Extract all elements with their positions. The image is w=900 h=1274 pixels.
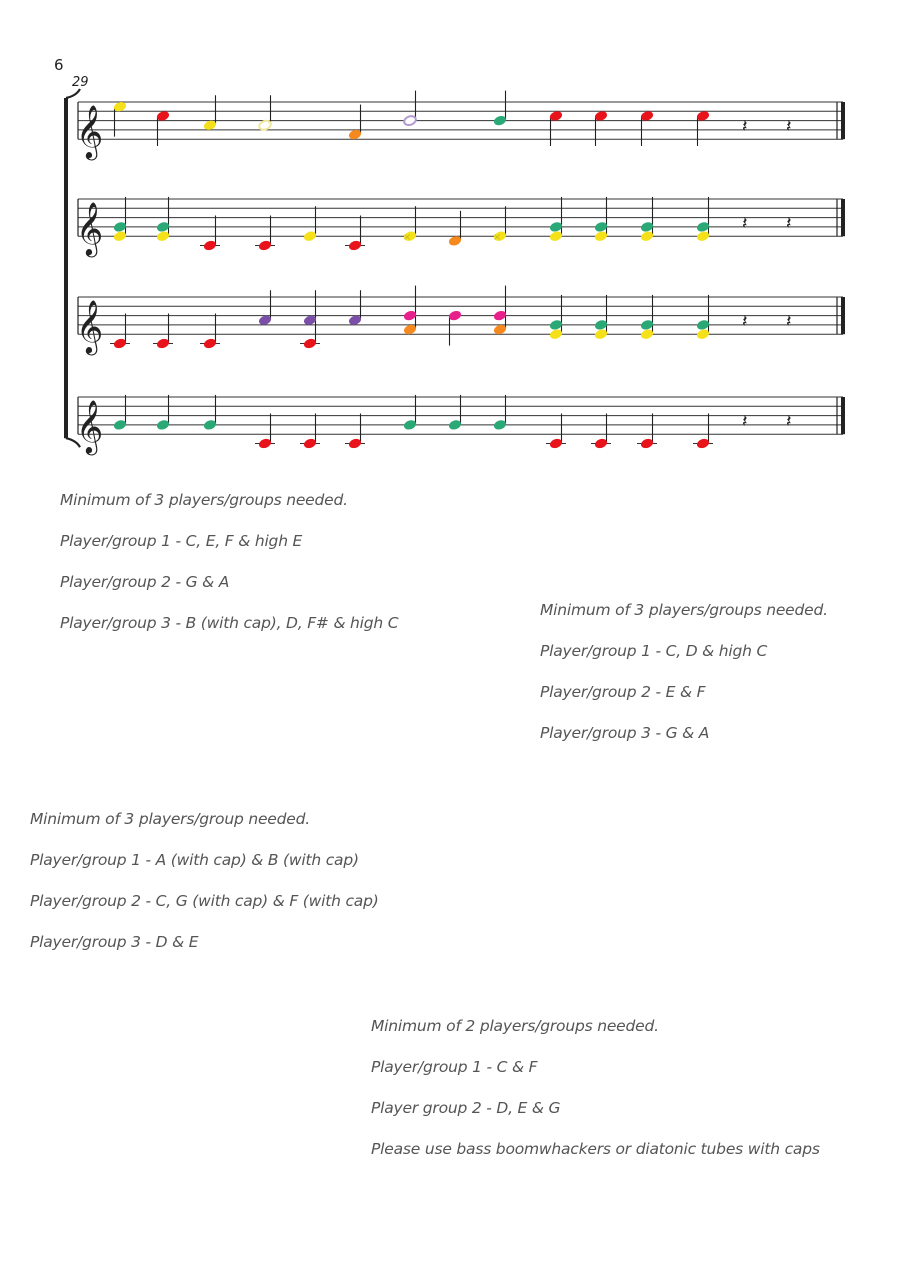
- instruction-line: Minimum of 3 players/group needed.: [30, 810, 310, 828]
- instruction-line: Player/group 2 - C, G (with cap) & F (with cap): [30, 892, 379, 910]
- instructions-block-3: [30, 799, 379, 963]
- instruction-line: Minimum of 3 players/groups needed.: [60, 491, 348, 509]
- treble-clef-icon: 𝄞: [76, 201, 104, 256]
- instructions-block-4: [371, 1006, 820, 1170]
- instructions-block-2: [540, 590, 828, 754]
- quarter-rest: 𝄽: [742, 212, 748, 234]
- instruction-line: Player/group 3 - D & E: [30, 933, 199, 951]
- treble-clef-icon: 𝄞: [76, 399, 104, 454]
- quarter-rest: 𝄽: [786, 310, 792, 332]
- instruction-line: Player group 2 - D, E & G: [371, 1099, 561, 1117]
- quarter-rest: 𝄽: [742, 410, 748, 432]
- instruction-line: Player/group 1 - C, D & high C: [540, 642, 768, 660]
- treble-clef-icon: 𝄞: [76, 104, 104, 159]
- quarter-rest: 𝄽: [786, 212, 792, 234]
- instruction-line: Please use bass boomwhackers or diatonic tubes with caps: [371, 1140, 820, 1158]
- instructions-block-1: [60, 480, 398, 644]
- measure-number: 29: [72, 75, 89, 90]
- note-head: [403, 115, 417, 127]
- treble-clef-icon: 𝄞: [76, 299, 104, 354]
- page-number: 6: [54, 56, 64, 74]
- instruction-line: Minimum of 2 players/groups needed.: [371, 1017, 659, 1035]
- instruction-line: Player/group 1 - C, E, F & high E: [60, 532, 303, 550]
- instruction-line: Minimum of 3 players/groups needed.: [540, 601, 828, 619]
- music-score: [0, 0, 900, 470]
- instruction-line: Player/group 2 - E & F: [540, 683, 706, 701]
- quarter-rest: 𝄽: [742, 115, 748, 137]
- instruction-line: Player/group 3 - G & A: [540, 724, 710, 742]
- quarter-rest: 𝄽: [786, 115, 792, 137]
- bracket-top-hook: [66, 89, 80, 98]
- quarter-rest: 𝄽: [786, 410, 792, 432]
- instruction-line: Player/group 1 - C & F: [371, 1058, 538, 1076]
- note-accidental: ×: [493, 232, 502, 244]
- instruction-line: Player/group 1 - A (with cap) & B (with cap): [30, 851, 359, 869]
- instruction-line: Player/group 2 - G & A: [60, 573, 230, 591]
- note-accidental: ×: [403, 232, 412, 244]
- instruction-line: Player/group 3 - B (with cap), D, F# & high C: [60, 614, 399, 632]
- quarter-rest: 𝄽: [742, 310, 748, 332]
